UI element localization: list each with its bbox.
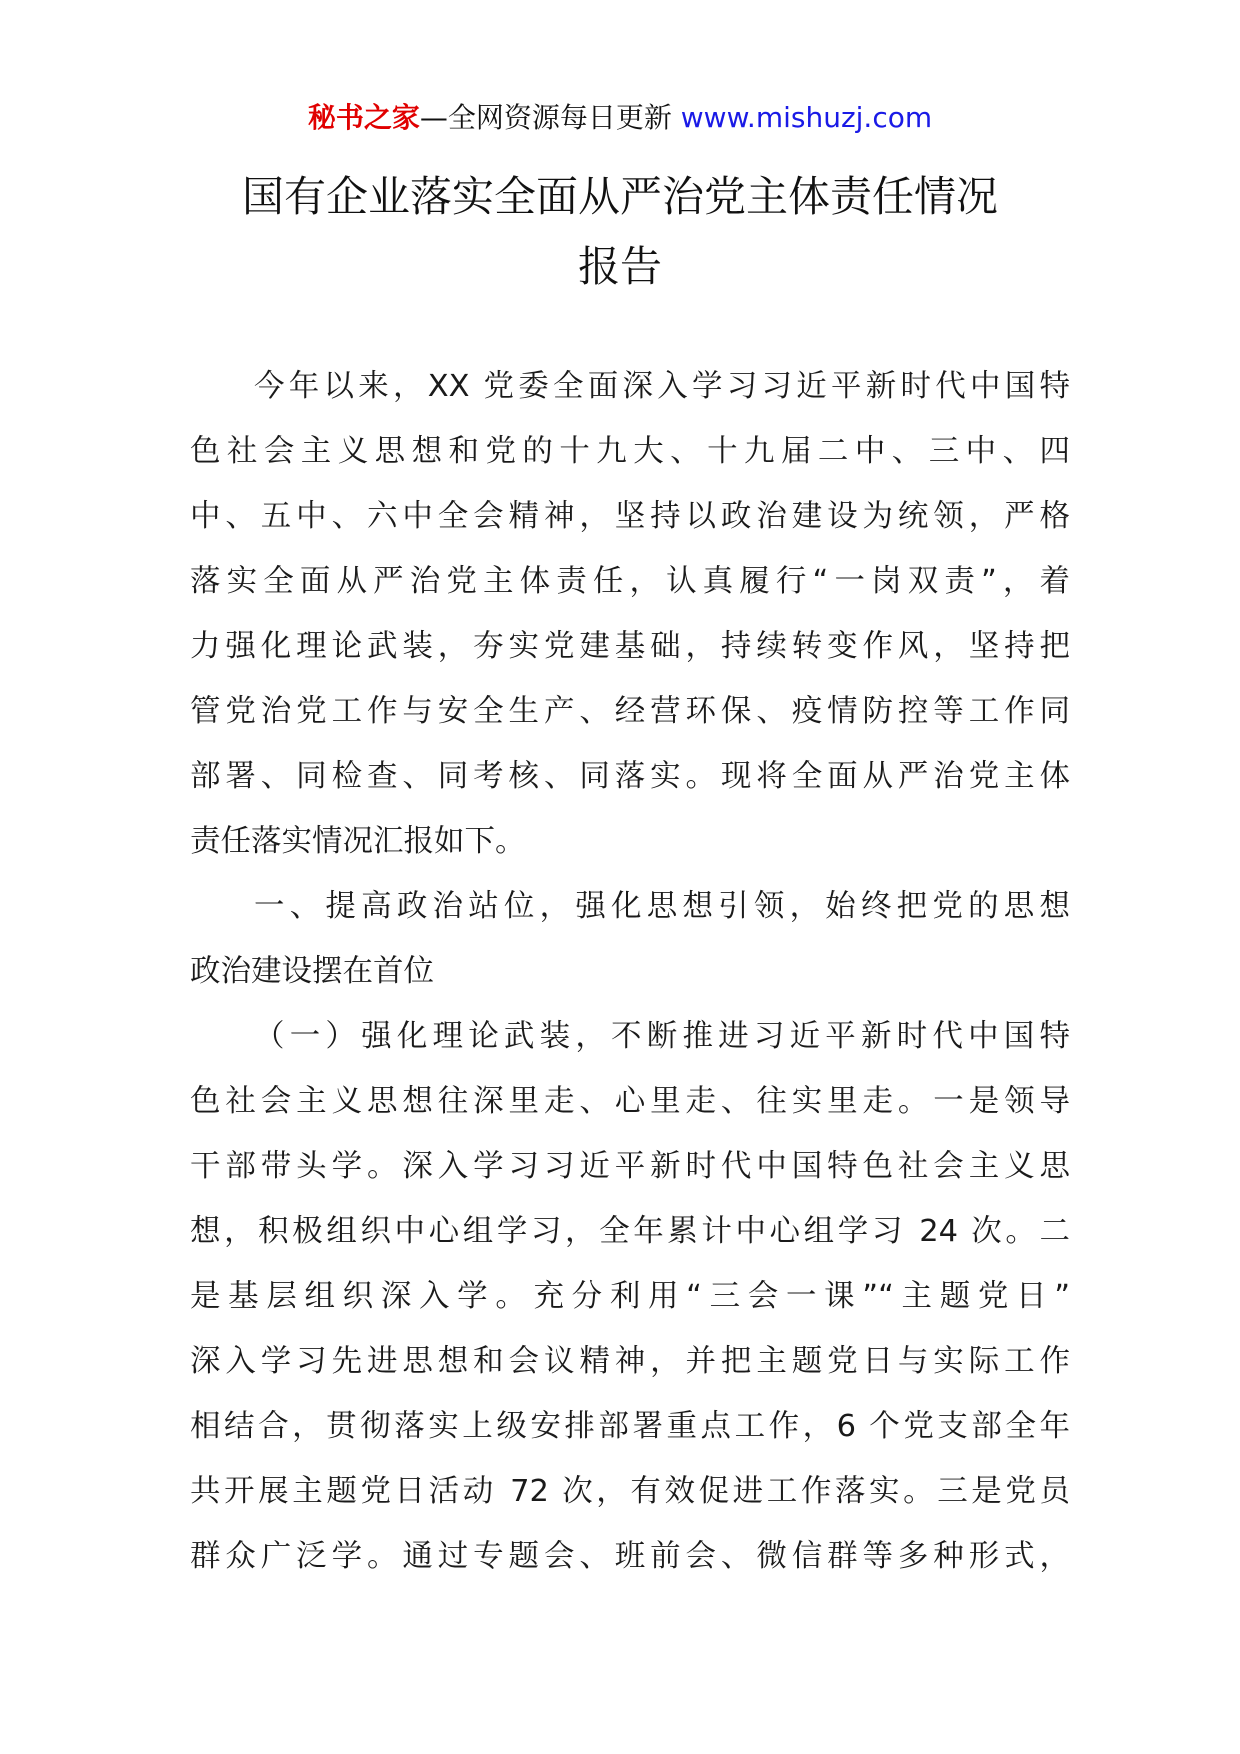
paragraph-line: 管党治党工作与安全生产、经营环保、疫情防控等工作同 bbox=[190, 694, 1070, 729]
paragraph-line: 想，积极组织中心组学习，全年累计中心组学习 24 次。二 bbox=[190, 1214, 1070, 1249]
paragraph-line: 责任落实情况汇报如下。 bbox=[190, 824, 526, 859]
paragraph-line: 今年以来，XX 党委全面深入学习习近平新时代中国特 bbox=[254, 369, 1070, 404]
site-url[interactable]: www.mishuzj.com bbox=[680, 101, 933, 134]
section-heading-line: 政治建设摆在首位 bbox=[190, 954, 434, 989]
paragraph-line: 力强化理论武装，夯实党建基础，持续转变作风，坚持把 bbox=[190, 629, 1070, 664]
header-tagline: —全网资源每日更新 bbox=[419, 101, 681, 134]
document-body bbox=[190, 354, 1070, 1589]
paragraph-line: 相结合，贯彻落实上级安排部署重点工作，6 个党支部全年 bbox=[190, 1409, 1070, 1444]
paragraph-line: 色社会主义思想往深里走、心里走、往实里走。一是领导 bbox=[190, 1084, 1070, 1119]
paragraph-line: 色社会主义思想和党的十九大、十九届二中、三中、四 bbox=[190, 434, 1070, 469]
paragraph-line: 深入学习先进思想和会议精神，并把主题党日与实际工作 bbox=[190, 1344, 1070, 1379]
paragraph-line: 群众广泛学。通过专题会、班前会、微信群等多种形式， bbox=[190, 1539, 1070, 1574]
paragraph-line: 中、五中、六中全会精神，坚持以政治建设为统领，严格 bbox=[190, 499, 1070, 534]
paragraph-line: 落实全面从严治党主体责任，认真履行“一岗双责”，着 bbox=[190, 564, 1070, 599]
brand-name: 秘书之家 bbox=[307, 101, 420, 134]
document-title bbox=[140, 162, 1100, 302]
paragraph-line: 是基层组织深入学。充分利用“三会一课”“主题党日” bbox=[190, 1279, 1070, 1314]
title-line-2: 报告 bbox=[577, 242, 662, 291]
title-line-1: 国有企业落实全面从严治党主体责任情况 bbox=[241, 172, 998, 221]
paragraph-line: 干部带头学。深入学习习近平新时代中国特色社会主义思 bbox=[190, 1149, 1070, 1184]
paragraph-line: （一）强化理论武装，不断推进习近平新时代中国特 bbox=[254, 1019, 1070, 1054]
paragraph-line: 共开展主题党日活动 72 次，有效促进工作落实。三是党员 bbox=[190, 1474, 1070, 1509]
section-heading-line: 一、提高政治站位，强化思想引领，始终把党的思想 bbox=[254, 889, 1070, 924]
watermark-header bbox=[0, 98, 1240, 138]
paragraph-line: 部署、同检查、同考核、同落实。现将全面从严治党主体 bbox=[190, 759, 1070, 794]
